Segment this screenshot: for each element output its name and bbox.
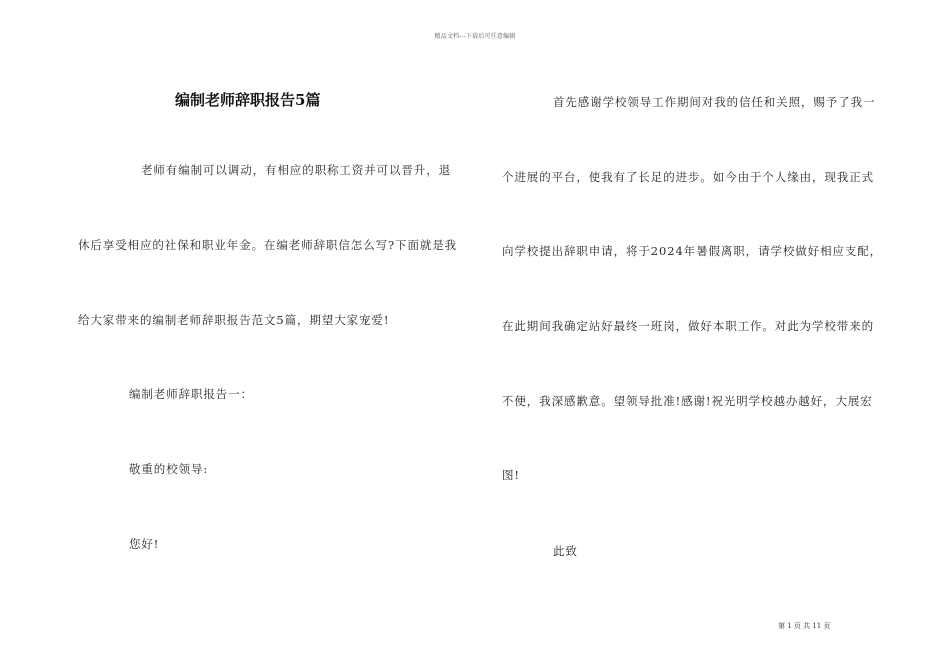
letter-body-line: 个进展的平台，使我有了长足的进步。如今由于个人缘由，现我正式 [502,170,874,184]
letter-body-line: 图! [502,468,520,482]
letter-salutation: 敬重的校领导: [129,462,209,476]
intro-paragraph-line: 给大家带来的编制老师辞职报告范文5篇，期望大家宠爱! [78,313,390,327]
page-indicator: 第 1 页 共 11 页 [778,622,831,630]
intro-paragraph-line: 老师有编制可以调动，有相应的职称工资并可以晋升，退 [141,163,451,177]
letter-body-line: 首先感谢学校领导工作期间对我的信任和关照，赐予了我一 [553,95,876,109]
document-title: 编制老师辞职报告5篇 [175,91,321,109]
letter-body-line: 向学校提出辞职申请，将于2024年暑假离职，请学校做好相应支配， [502,244,883,258]
letter-body-line: 不便，我深感歉意。望领导批准!感谢!祝光明学校越办越好，大展宏 [502,394,873,408]
letter-closing: 此致 [553,544,578,558]
intro-paragraph-line: 休后享受相应的社保和职业年金。在编老师辞职信怎么写?下面就是我 [78,238,458,252]
document-header-note: 精品文档---下载后可任意编辑 [434,33,516,40]
section-heading: 编制老师辞职报告一： [129,387,253,401]
letter-greeting: 您好! [129,537,160,551]
letter-body-line: 在此期间我确定站好最终一班岗，做好本职工作。对此为学校带来的 [502,319,874,333]
